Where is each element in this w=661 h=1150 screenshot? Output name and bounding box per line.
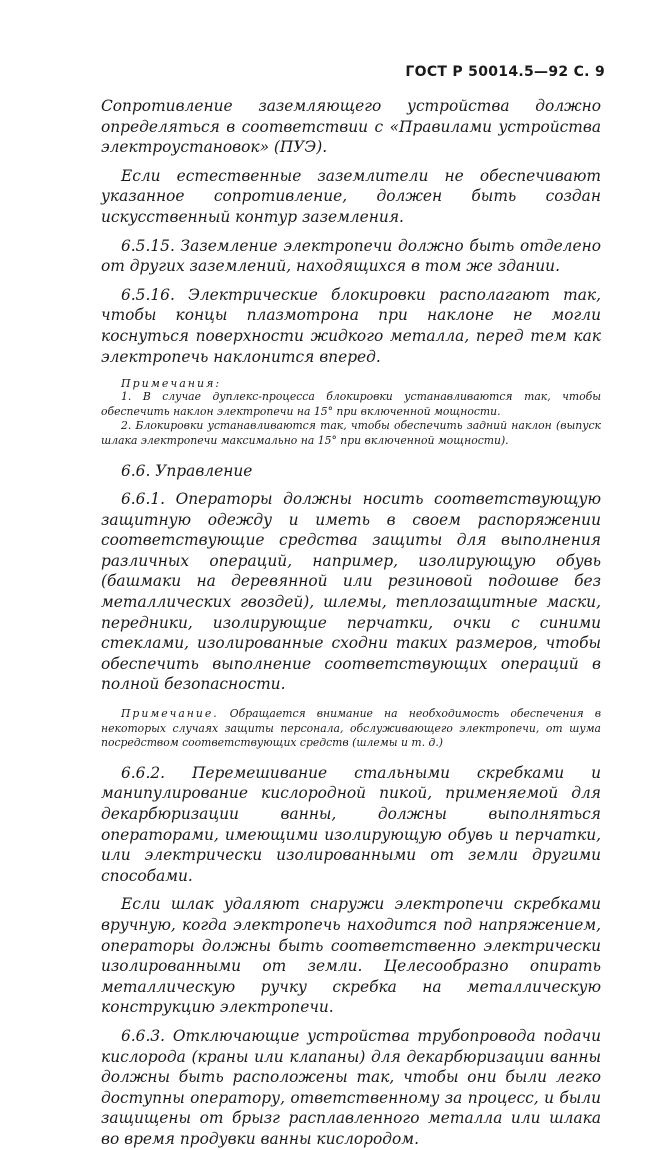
clause-6-5-15: 6.5.15. Заземление электропечи должно быть отделено от других заземлений, находящихся в том же здании. bbox=[101, 236, 601, 276]
note-item-2: 2. Блокировки устанавливаются так, чтобы обеспечить задний наклон (выпуск шлака электропечи максимально на 15° при включенной мощности). bbox=[101, 419, 601, 447]
notes-heading: Примечания: bbox=[121, 377, 222, 391]
clause-6-6-2: 6.6.2. Перемешивание стальными скребками и манипулирование кислородной пикой, применяемой для декарбюризации ванны, должны выполняться операторами, имеющими изолирующую обувь и перчатки, или электрически изолированными от земли другими способами. bbox=[101, 763, 601, 885]
section-heading-control: 6.6. Управление bbox=[121, 461, 253, 480]
clause-6-6-3: 6.6.3. Отключающие устройства трубопровода подачи кислорода (краны или клапаны) для декарбюризации ванны должны быть расположены так, чтобы они были легко доступны оператору, ответственному за процесс, и были защищены от брызг расплавленного металла или шлака во время продувки ванны кислородом. bbox=[101, 1026, 601, 1148]
note-noise-protection bbox=[101, 707, 601, 751]
running-header: ГОСТ Р 50014.5—92 С. 9 bbox=[405, 64, 605, 80]
clause-6-6-1: 6.6.1. Операторы должны носить соответствующую защитную одежду и иметь в своем распоряжении соответствующие средства защиты для выполнения различных операций, например, изолирующую обувь (башмаки на деревянной или резиновой подошве без металлических гвоздей), шлемы, теплозащитные маски, передники, изолирующие перчатки, очки с синими стеклами, изолированные сходни таких размеров, чтобы обеспечить выполнение соответствующих операций в полной безопасности. bbox=[101, 490, 601, 694]
note-text: Обращается внимание на необходимость обеспечения в некоторых случаях защиты персонала, обслуживающего электропечи, от шума посредством соответствующих средств (шлемы и т. д.) bbox=[101, 707, 601, 750]
note-heading: Примечание. bbox=[121, 707, 219, 721]
clause-6-5-16: 6.5.16. Электрические блокировки располагают так, чтобы концы плазмотрона при наклоне не могли коснуться поверхности жидкого металла, перед тем как электропечь наклонится вперед. bbox=[101, 285, 601, 366]
document-body bbox=[101, 96, 601, 1150]
note-item-1: 1. В случае дуплекс-процесса блокировки устанавливаются так, чтобы обеспечить наклон электропечи на 15° при включенной мощности. bbox=[101, 390, 601, 418]
paragraph-grounding-resistance: Сопротивление заземляющего устройства должно определяться в соответствии с «Правилами устройства электроустановок» (ПУЭ). bbox=[101, 97, 601, 157]
paragraph-slag-removal: Если шлак удаляют снаружи электропечи скребками вручную, когда электропечь находится под напряжением, операторы должны быть соответственно электрически изолированными от земли. Целесообразно опирать металлическую ручку скребка на металлическую конструкцию электропечи. bbox=[101, 895, 601, 1017]
paragraph-natural-earthing: Если естественные заземлители не обеспечивают указанное сопротивление, должен быть создан искусственный контур заземления. bbox=[101, 166, 601, 226]
